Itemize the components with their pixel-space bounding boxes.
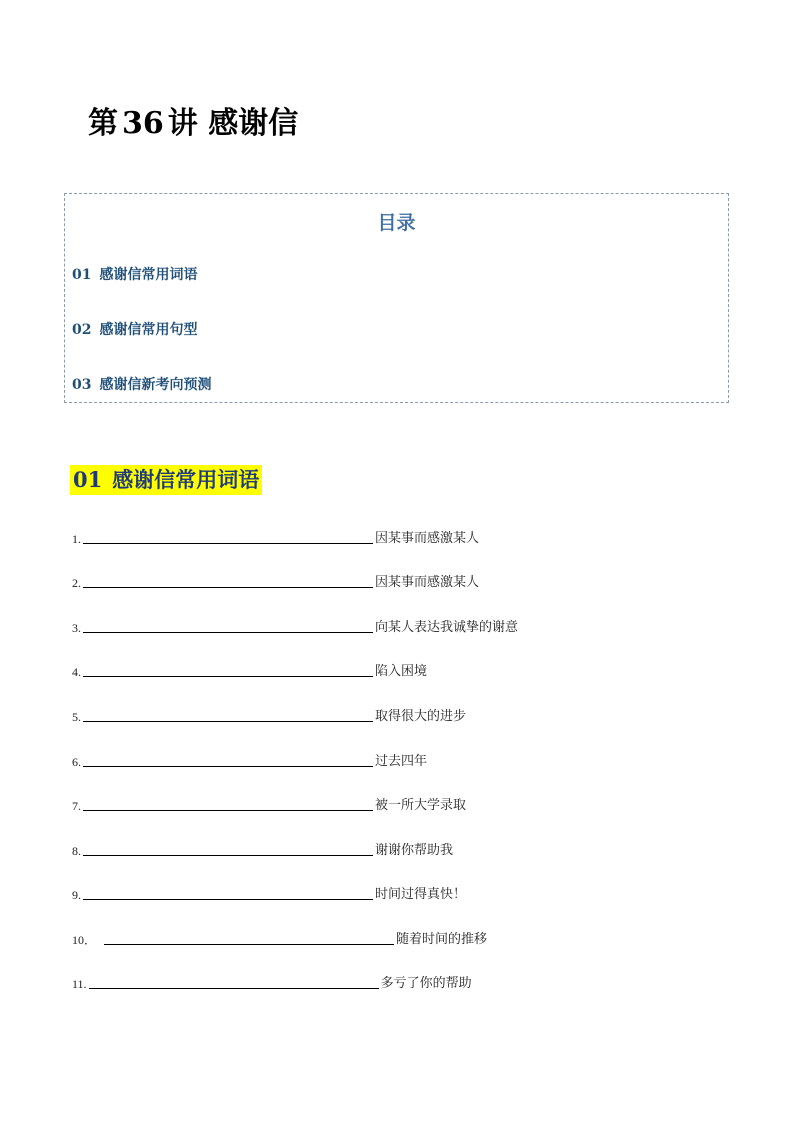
item-meaning: 陷入困境 bbox=[375, 664, 428, 679]
answer-blank[interactable] bbox=[83, 843, 373, 856]
vocab-item bbox=[72, 882, 466, 902]
item-index: 2. bbox=[72, 576, 81, 590]
title-number: 36 bbox=[122, 106, 164, 141]
answer-blank[interactable] bbox=[83, 798, 373, 811]
section-number: 01 bbox=[73, 467, 103, 492]
item-meaning: 谢谢你帮助我 bbox=[375, 843, 454, 858]
toc-item-number: 01 bbox=[72, 267, 92, 283]
vocab-item bbox=[72, 927, 487, 947]
item-index: 10． bbox=[72, 933, 97, 947]
item-meaning: 因某事而感激某人 bbox=[375, 575, 480, 590]
toc-item-03[interactable] bbox=[72, 374, 211, 394]
answer-blank[interactable] bbox=[83, 620, 373, 633]
toc-item-01[interactable] bbox=[72, 264, 197, 284]
item-index: 9. bbox=[72, 888, 81, 902]
vocab-item bbox=[72, 704, 466, 724]
item-meaning: 取得很大的进步 bbox=[375, 709, 467, 724]
toc-item-label: 感谢信常用词语 bbox=[99, 267, 198, 283]
item-index: 4. bbox=[72, 665, 81, 679]
item-meaning: 向某人表达我诚挚的谢意 bbox=[375, 620, 519, 635]
vocab-item bbox=[72, 615, 518, 635]
vocab-item bbox=[72, 971, 472, 991]
item-meaning: 时间过得真快！ bbox=[375, 887, 467, 902]
item-meaning: 多亏了你的帮助 bbox=[380, 976, 472, 991]
toc-item-02[interactable] bbox=[72, 319, 197, 339]
item-meaning: 因某事而感激某人 bbox=[375, 531, 480, 546]
item-index: 6. bbox=[72, 755, 81, 769]
answer-blank[interactable] bbox=[104, 932, 394, 945]
toc-item-label: 感谢信常用句型 bbox=[99, 322, 198, 338]
table-of-contents bbox=[64, 193, 729, 403]
item-index: 8. bbox=[72, 844, 81, 858]
item-index: 11. bbox=[72, 977, 87, 991]
title-suffix: 讲 感谢信 bbox=[167, 106, 299, 141]
item-meaning: 随着时间的推移 bbox=[396, 932, 488, 947]
answer-blank[interactable] bbox=[83, 887, 373, 900]
section-title: 感谢信常用词语 bbox=[112, 468, 260, 492]
vocab-item bbox=[72, 749, 427, 769]
vocab-item bbox=[72, 793, 466, 813]
item-index: 3. bbox=[72, 621, 81, 635]
item-meaning: 过去四年 bbox=[375, 754, 428, 769]
item-index: 5. bbox=[72, 710, 81, 724]
section-heading-01 bbox=[70, 465, 262, 495]
item-index: 1. bbox=[72, 532, 81, 546]
vocab-item bbox=[72, 659, 427, 679]
toc-heading: 目录 bbox=[377, 212, 416, 234]
answer-blank[interactable] bbox=[83, 754, 373, 767]
vocab-item bbox=[72, 838, 453, 858]
page-title bbox=[88, 98, 298, 142]
answer-blank[interactable] bbox=[83, 709, 373, 722]
answer-blank[interactable] bbox=[89, 976, 379, 989]
item-index: 7. bbox=[72, 799, 81, 813]
item-meaning: 被一所大学录取 bbox=[375, 798, 467, 813]
answer-blank[interactable] bbox=[83, 531, 373, 544]
vocab-item bbox=[72, 526, 479, 546]
answer-blank[interactable] bbox=[83, 664, 373, 677]
toc-item-number: 03 bbox=[72, 377, 92, 393]
toc-item-number: 02 bbox=[72, 322, 92, 338]
answer-blank[interactable] bbox=[83, 575, 373, 588]
vocab-item bbox=[72, 570, 479, 590]
title-prefix: 第 bbox=[88, 106, 118, 141]
toc-item-label: 感谢信新考向预测 bbox=[99, 377, 212, 393]
